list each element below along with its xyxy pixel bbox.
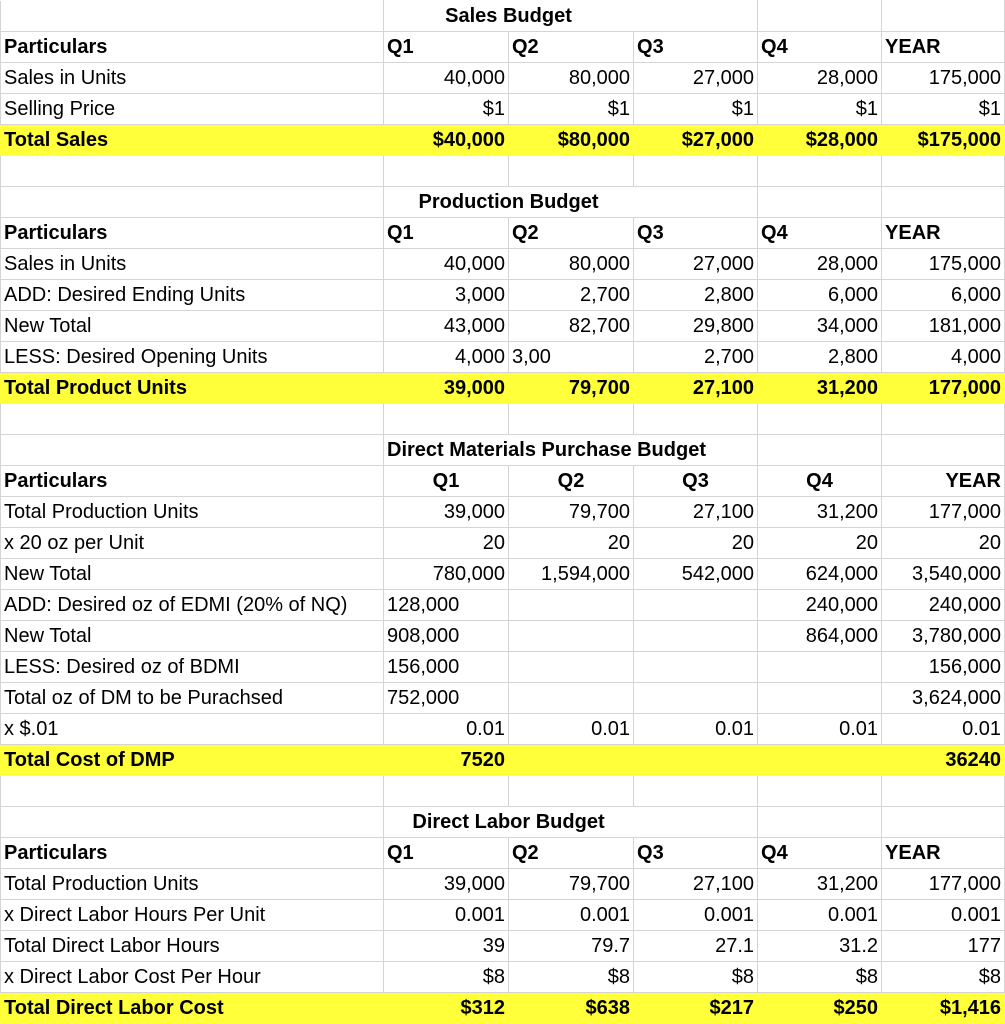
sales-budget-header-particulars[interactable]: Particulars: [1, 32, 384, 63]
production-budget-total-row: [1, 373, 1005, 404]
direct-materials-purchase-budget-cell-year[interactable]: 3,540,000: [882, 559, 1005, 590]
production-budget-total-q4[interactable]: 31,200: [758, 373, 882, 404]
direct-labor-budget-row-label[interactable]: Total Direct Labor Hours: [1, 931, 384, 962]
sales-budget-total-q2[interactable]: $80,000: [509, 125, 634, 156]
production-budget-cell-year[interactable]: 175,000: [882, 249, 1005, 280]
blank-cell[interactable]: [758, 156, 882, 187]
direct-materials-purchase-budget-cell-q3[interactable]: 27,100: [634, 497, 758, 528]
sales-budget-total-q1[interactable]: $40,000: [384, 125, 509, 156]
direct-labor-budget-total-q3[interactable]: $217: [634, 993, 758, 1024]
direct-materials-purchase-budget-total-label[interactable]: Total Cost of DMP: [1, 745, 384, 776]
direct-labor-budget-cell-q4[interactable]: 31.2: [758, 931, 882, 962]
direct-materials-purchase-budget-cell-q3[interactable]: 0.01: [634, 714, 758, 745]
table-row: [1, 621, 1005, 652]
direct-materials-purchase-budget-cell-q1[interactable]: 128,000: [384, 590, 509, 621]
table-row: [1, 342, 1005, 373]
direct-materials-purchase-budget-cell-q1[interactable]: 156,000: [384, 652, 509, 683]
direct-materials-purchase-budget-cell-q2[interactable]: [509, 621, 634, 652]
table-row: [1, 931, 1005, 962]
sales-budget-cell-q2[interactable]: $1: [509, 94, 634, 125]
production-budget-title-spacer[interactable]: [1, 187, 384, 218]
production-budget-header-q1[interactable]: Q1: [384, 218, 509, 249]
production-budget-cell-q3[interactable]: 2,700: [634, 342, 758, 373]
direct-labor-budget-header-particulars[interactable]: Particulars: [1, 838, 384, 869]
direct-materials-purchase-budget-cell-q4[interactable]: [758, 683, 882, 714]
direct-materials-purchase-budget-cell-q4[interactable]: 240,000: [758, 590, 882, 621]
production-budget-total-q1[interactable]: 39,000: [384, 373, 509, 404]
production-budget-row-label[interactable]: LESS: Desired Opening Units: [1, 342, 384, 373]
direct-materials-purchase-budget-cell-q1[interactable]: 0.01: [384, 714, 509, 745]
direct-materials-purchase-budget-cell-q3[interactable]: 542,000: [634, 559, 758, 590]
sales-budget-title-empty-cell[interactable]: [634, 1, 758, 32]
direct-materials-purchase-budget-cell-q3[interactable]: [634, 652, 758, 683]
direct-labor-budget-header-year[interactable]: YEAR: [882, 838, 1005, 869]
direct-labor-budget-total-row: [1, 993, 1005, 1024]
sales-budget-total-row: [1, 125, 1005, 156]
direct-labor-budget-cell-year[interactable]: 177,000: [882, 869, 1005, 900]
direct-labor-budget-total-q2[interactable]: $638: [509, 993, 634, 1024]
blank-row: [1, 776, 1005, 807]
table-row: [1, 559, 1005, 590]
blank-cell[interactable]: [882, 156, 1005, 187]
production-budget-cell-q2[interactable]: 82,700: [509, 311, 634, 342]
direct-labor-budget-cell-q1[interactable]: 39: [384, 931, 509, 962]
direct-materials-purchase-budget-total-q2[interactable]: [509, 745, 634, 776]
direct-labor-budget-title-empty-cell[interactable]: [758, 807, 882, 838]
direct-labor-budget-header-q3[interactable]: Q3: [634, 838, 758, 869]
blank-cell[interactable]: [882, 404, 1005, 435]
direct-materials-purchase-budget-cell-year[interactable]: 3,624,000: [882, 683, 1005, 714]
direct-materials-purchase-budget-header-row: [1, 466, 1005, 497]
production-budget-cell-q4[interactable]: 28,000: [758, 249, 882, 280]
direct-labor-budget-row-label[interactable]: Total Production Units: [1, 869, 384, 900]
sales-budget-total-q4[interactable]: $28,000: [758, 125, 882, 156]
blank-cell[interactable]: [634, 156, 758, 187]
direct-materials-purchase-budget-cell-q1[interactable]: 39,000: [384, 497, 509, 528]
direct-labor-budget-cell-q4[interactable]: $8: [758, 962, 882, 993]
sales-budget-cell-q2[interactable]: 80,000: [509, 63, 634, 94]
sales-budget-header-row: [1, 32, 1005, 63]
direct-materials-purchase-budget-title: Direct Materials Purchase Budget: [384, 435, 634, 466]
production-budget-header-particulars[interactable]: Particulars: [1, 218, 384, 249]
sales-budget-cell-q3[interactable]: $1: [634, 94, 758, 125]
direct-materials-purchase-budget-cell-q1[interactable]: 20: [384, 528, 509, 559]
direct-materials-purchase-budget-row-label[interactable]: New Total: [1, 621, 384, 652]
production-budget-cell-q1[interactable]: 40,000: [384, 249, 509, 280]
direct-materials-purchase-budget-total-q3[interactable]: [634, 745, 758, 776]
direct-materials-purchase-budget-cell-q4[interactable]: 864,000: [758, 621, 882, 652]
direct-materials-purchase-budget-cell-q3[interactable]: [634, 590, 758, 621]
direct-materials-purchase-budget-title-empty-cell[interactable]: [758, 435, 882, 466]
blank-cell[interactable]: [758, 404, 882, 435]
direct-labor-budget-cell-q2[interactable]: $8: [509, 962, 634, 993]
direct-labor-budget-cell-q4[interactable]: 0.001: [758, 900, 882, 931]
production-budget-row-label[interactable]: ADD: Desired Ending Units: [1, 280, 384, 311]
direct-materials-purchase-budget-row-label[interactable]: x $.01: [1, 714, 384, 745]
table-row: [1, 94, 1005, 125]
direct-materials-purchase-budget-cell-q1[interactable]: 752,000: [384, 683, 509, 714]
direct-labor-budget-header-row: [1, 838, 1005, 869]
sales-budget-cell-q3[interactable]: 27,000: [634, 63, 758, 94]
direct-materials-purchase-budget-row-label[interactable]: Total Production Units: [1, 497, 384, 528]
direct-labor-budget-header-q4[interactable]: Q4: [758, 838, 882, 869]
sales-budget-title-empty-cell[interactable]: [758, 1, 882, 32]
direct-materials-purchase-budget-cell-year[interactable]: 156,000: [882, 652, 1005, 683]
production-budget-cell-q4[interactable]: 2,800: [758, 342, 882, 373]
sales-budget-title-row: [1, 1, 1005, 32]
sales-budget-total-year[interactable]: $175,000: [882, 125, 1005, 156]
blank-cell[interactable]: [509, 404, 634, 435]
direct-materials-purchase-budget-cell-q1[interactable]: 908,000: [384, 621, 509, 652]
sales-budget-header-q3[interactable]: Q3: [634, 32, 758, 63]
direct-materials-purchase-budget-cell-q3[interactable]: [634, 683, 758, 714]
blank-row: [1, 404, 1005, 435]
production-budget-cell-q3[interactable]: 29,800: [634, 311, 758, 342]
direct-materials-purchase-budget-title-spacer[interactable]: [1, 435, 384, 466]
direct-materials-purchase-budget-total-q4[interactable]: [758, 745, 882, 776]
blank-cell[interactable]: [882, 776, 1005, 807]
direct-materials-purchase-budget-total-row: [1, 745, 1005, 776]
direct-materials-purchase-budget-cell-year[interactable]: 177,000: [882, 497, 1005, 528]
production-budget-cell-q4[interactable]: 34,000: [758, 311, 882, 342]
direct-labor-budget-row-label[interactable]: x Direct Labor Cost Per Hour: [1, 962, 384, 993]
direct-materials-purchase-budget-header-q3[interactable]: Q3: [634, 466, 758, 497]
production-budget-cell-q2[interactable]: 80,000: [509, 249, 634, 280]
sales-budget-row-label[interactable]: Selling Price: [1, 94, 384, 125]
direct-labor-budget-total-q1[interactable]: $312: [384, 993, 509, 1024]
direct-materials-purchase-budget-header-year[interactable]: YEAR: [882, 466, 1005, 497]
production-budget-cell-q4[interactable]: 6,000: [758, 280, 882, 311]
production-budget-title-row: [1, 187, 1005, 218]
table-row: [1, 63, 1005, 94]
direct-labor-budget-total-label[interactable]: Total Direct Labor Cost: [1, 993, 384, 1024]
production-budget-row-label[interactable]: New Total: [1, 311, 384, 342]
direct-labor-budget-header-q1[interactable]: Q1: [384, 838, 509, 869]
direct-labor-budget-title: Direct Labor Budget: [384, 807, 634, 838]
direct-labor-budget-cell-q2[interactable]: 0.001: [509, 900, 634, 931]
sales-budget-cell-q4[interactable]: 28,000: [758, 63, 882, 94]
direct-materials-purchase-budget-cell-q3[interactable]: 20: [634, 528, 758, 559]
direct-materials-purchase-budget-cell-q4[interactable]: 31,200: [758, 497, 882, 528]
production-budget-row-label[interactable]: Sales in Units: [1, 249, 384, 280]
direct-labor-budget-cell-year[interactable]: $8: [882, 962, 1005, 993]
direct-materials-purchase-budget-cell-q2[interactable]: 79,700: [509, 497, 634, 528]
direct-labor-budget-total-year[interactable]: $1,416: [882, 993, 1005, 1024]
table-row: [1, 528, 1005, 559]
direct-materials-purchase-budget-header-particulars[interactable]: Particulars: [1, 466, 384, 497]
blank-cell[interactable]: [509, 156, 634, 187]
sales-budget-row-label[interactable]: Sales in Units: [1, 63, 384, 94]
sales-budget-cell-q1[interactable]: $1: [384, 94, 509, 125]
direct-labor-budget-cell-q1[interactable]: 39,000: [384, 869, 509, 900]
sales-budget-header-q2[interactable]: Q2: [509, 32, 634, 63]
table-row: [1, 311, 1005, 342]
direct-materials-purchase-budget-row-label[interactable]: Total oz of DM to be Purachsed: [1, 683, 384, 714]
production-budget-header-q3[interactable]: Q3: [634, 218, 758, 249]
production-budget-title-empty-cell[interactable]: [758, 187, 882, 218]
direct-labor-budget-cell-q1[interactable]: $8: [384, 962, 509, 993]
direct-materials-purchase-budget-cell-q2[interactable]: 0.01: [509, 714, 634, 745]
direct-materials-purchase-budget-cell-q2[interactable]: [509, 683, 634, 714]
direct-labor-budget-total-q4[interactable]: $250: [758, 993, 882, 1024]
blank-cell[interactable]: [384, 776, 509, 807]
direct-materials-purchase-budget-cell-q2[interactable]: [509, 652, 634, 683]
production-budget-cell-q2[interactable]: 2,700: [509, 280, 634, 311]
sales-budget-header-q1[interactable]: Q1: [384, 32, 509, 63]
blank-cell[interactable]: [634, 776, 758, 807]
table-row: [1, 652, 1005, 683]
production-budget-cell-q1[interactable]: 4,000: [384, 342, 509, 373]
direct-labor-budget-cell-q4[interactable]: 31,200: [758, 869, 882, 900]
direct-materials-purchase-budget-title-row: [1, 435, 1005, 466]
sales-budget-cell-q4[interactable]: $1: [758, 94, 882, 125]
production-budget-header-year[interactable]: YEAR: [882, 218, 1005, 249]
sales-budget-title: Sales Budget: [384, 1, 634, 32]
direct-labor-budget-title-empty-cell[interactable]: [634, 807, 758, 838]
direct-labor-budget-title-row: [1, 807, 1005, 838]
production-budget-header-q4[interactable]: Q4: [758, 218, 882, 249]
production-budget-cell-year[interactable]: 4,000: [882, 342, 1005, 373]
direct-materials-purchase-budget-cell-q1[interactable]: 780,000: [384, 559, 509, 590]
direct-labor-budget-row-label[interactable]: x Direct Labor Hours Per Unit: [1, 900, 384, 931]
direct-materials-purchase-budget-cell-year[interactable]: 240,000: [882, 590, 1005, 621]
direct-labor-budget-cell-q2[interactable]: 79,700: [509, 869, 634, 900]
production-budget-cell-q3[interactable]: 2,800: [634, 280, 758, 311]
direct-materials-purchase-budget-row-label[interactable]: ADD: Desired oz of EDMI (20% of NQ): [1, 590, 384, 621]
sales-budget-cell-q1[interactable]: 40,000: [384, 63, 509, 94]
direct-materials-purchase-budget-total-year[interactable]: 36240: [882, 745, 1005, 776]
direct-labor-budget-header-q2[interactable]: Q2: [509, 838, 634, 869]
sales-budget-header-q4[interactable]: Q4: [758, 32, 882, 63]
blank-cell[interactable]: [758, 776, 882, 807]
blank-cell[interactable]: [509, 776, 634, 807]
table-row: [1, 683, 1005, 714]
sales-budget-cell-year[interactable]: $1: [882, 94, 1005, 125]
blank-cell[interactable]: [384, 404, 509, 435]
production-budget-cell-year[interactable]: 6,000: [882, 280, 1005, 311]
direct-materials-purchase-budget-cell-q4[interactable]: 20: [758, 528, 882, 559]
sales-budget-title-empty-cell[interactable]: [882, 1, 1005, 32]
direct-labor-budget-cell-q3[interactable]: 27.1: [634, 931, 758, 962]
blank-cell[interactable]: [384, 156, 509, 187]
direct-labor-budget-cell-q3[interactable]: 27,100: [634, 869, 758, 900]
production-budget-cell-q3[interactable]: 27,000: [634, 249, 758, 280]
production-budget-header-q2[interactable]: Q2: [509, 218, 634, 249]
direct-materials-purchase-budget-header-q4[interactable]: Q4: [758, 466, 882, 497]
direct-materials-purchase-budget-cell-year[interactable]: 3,780,000: [882, 621, 1005, 652]
production-budget-total-q3[interactable]: 27,100: [634, 373, 758, 404]
table-row: [1, 590, 1005, 621]
direct-labor-budget-cell-q3[interactable]: 0.001: [634, 900, 758, 931]
direct-labor-budget-cell-q2[interactable]: 79.7: [509, 931, 634, 962]
direct-materials-purchase-budget-title-empty-cell[interactable]: [882, 435, 1005, 466]
table-row: [1, 900, 1005, 931]
table-row: [1, 714, 1005, 745]
direct-materials-purchase-budget-row-label[interactable]: LESS: Desired oz of BDMI: [1, 652, 384, 683]
table-row: [1, 249, 1005, 280]
sales-budget-header-year[interactable]: YEAR: [882, 32, 1005, 63]
production-budget-cell-q1[interactable]: 43,000: [384, 311, 509, 342]
direct-materials-purchase-budget-total-q1[interactable]: 7520: [384, 745, 509, 776]
production-budget-title: Production Budget: [384, 187, 634, 218]
direct-labor-budget-title-empty-cell[interactable]: [882, 807, 1005, 838]
production-budget-total-q2[interactable]: 79,700: [509, 373, 634, 404]
direct-materials-purchase-budget-row-label[interactable]: New Total: [1, 559, 384, 590]
direct-materials-purchase-budget-cell-year[interactable]: 20: [882, 528, 1005, 559]
sales-budget-cell-year[interactable]: 175,000: [882, 63, 1005, 94]
blank-cell[interactable]: [1, 776, 384, 807]
table-row: [1, 869, 1005, 900]
direct-materials-purchase-budget-cell-q2[interactable]: 1,594,000: [509, 559, 634, 590]
table-row: [1, 280, 1005, 311]
production-budget-cell-q1[interactable]: 3,000: [384, 280, 509, 311]
direct-labor-budget-cell-year[interactable]: 0.001: [882, 900, 1005, 931]
production-budget-total-year[interactable]: 177,000: [882, 373, 1005, 404]
sales-budget-title-spacer[interactable]: [1, 1, 384, 32]
direct-labor-budget-cell-q1[interactable]: 0.001: [384, 900, 509, 931]
sales-budget-total-label[interactable]: Total Sales: [1, 125, 384, 156]
direct-materials-purchase-budget-cell-q4[interactable]: [758, 652, 882, 683]
production-budget-cell-year[interactable]: 181,000: [882, 311, 1005, 342]
direct-labor-budget-title-spacer[interactable]: [1, 807, 384, 838]
direct-materials-purchase-budget-cell-q4[interactable]: 624,000: [758, 559, 882, 590]
direct-materials-purchase-budget-header-q2[interactable]: Q2: [509, 466, 634, 497]
direct-materials-purchase-budget-cell-q2[interactable]: 20: [509, 528, 634, 559]
blank-row: [1, 156, 1005, 187]
direct-labor-budget-cell-year[interactable]: 177: [882, 931, 1005, 962]
production-budget-title-empty-cell[interactable]: [634, 187, 758, 218]
direct-materials-purchase-budget-cell-q3[interactable]: [634, 621, 758, 652]
table-row: [1, 962, 1005, 993]
direct-materials-purchase-budget-row-label[interactable]: x 20 oz per Unit: [1, 528, 384, 559]
sales-budget-total-q3[interactable]: $27,000: [634, 125, 758, 156]
blank-cell[interactable]: [634, 404, 758, 435]
direct-materials-purchase-budget-cell-q4[interactable]: 0.01: [758, 714, 882, 745]
production-budget-header-row: [1, 218, 1005, 249]
production-budget-cell-q2[interactable]: 3,00: [509, 342, 634, 373]
direct-materials-purchase-budget-header-q1[interactable]: Q1: [384, 466, 509, 497]
blank-cell[interactable]: [1, 156, 384, 187]
table-row: [1, 497, 1005, 528]
production-budget-total-label[interactable]: Total Product Units: [1, 373, 384, 404]
direct-labor-budget-cell-q3[interactable]: $8: [634, 962, 758, 993]
direct-materials-purchase-budget-cell-q2[interactable]: [509, 590, 634, 621]
direct-materials-purchase-budget-cell-year[interactable]: 0.01: [882, 714, 1005, 745]
production-budget-title-empty-cell[interactable]: [882, 187, 1005, 218]
blank-cell[interactable]: [1, 404, 384, 435]
